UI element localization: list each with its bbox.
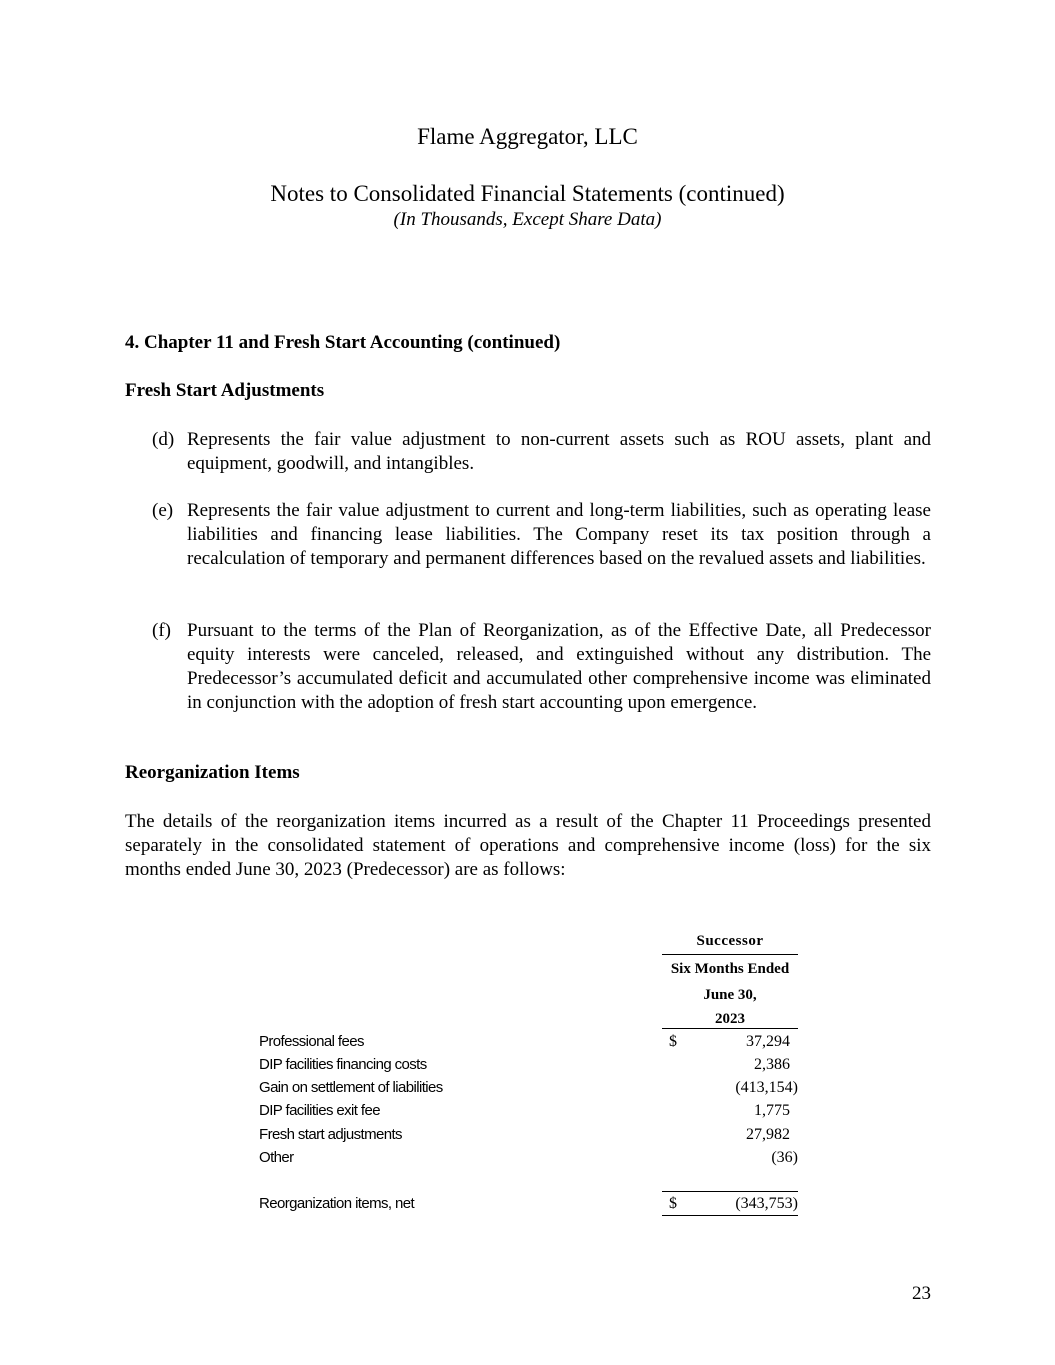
row-amount: 2,386 (754, 1056, 790, 1073)
table-row (259, 1033, 798, 1055)
row-amount: (36) (771, 1149, 798, 1166)
currency-symbol: $ (669, 1033, 677, 1050)
total-amount: (343,753) (735, 1195, 798, 1212)
table-row (259, 1056, 798, 1078)
table-header-group: Successor (696, 933, 764, 949)
table-row (259, 1126, 798, 1148)
note-letter: (f) (152, 620, 171, 641)
row-label: Fresh start adjustments (259, 1126, 402, 1143)
note-f (152, 619, 931, 715)
table-rule (662, 1191, 798, 1192)
fresh-start-heading: Fresh Start Adjustments (125, 380, 325, 401)
table-rule (662, 954, 798, 955)
reorganization-heading: Reorganization Items (125, 762, 300, 783)
row-label: DIP facilities financing costs (259, 1056, 427, 1073)
row-label: DIP facilities exit fee (259, 1102, 380, 1119)
row-amount: 37,294 (746, 1033, 790, 1050)
table-header-date: June 30, (703, 987, 757, 1003)
table-header-period: Six Months Ended (670, 961, 790, 977)
table-total-row (259, 1195, 798, 1217)
table-row (259, 1149, 798, 1171)
row-amount: 1,775 (754, 1102, 790, 1119)
note-letter: (d) (152, 429, 175, 450)
row-label: Other (259, 1149, 294, 1166)
company-name: Flame Aggregator, LLC (417, 124, 638, 149)
row-label: Gain on settlement of liabilities (259, 1079, 443, 1096)
row-label: Professional fees (259, 1033, 364, 1050)
row-amount: 27,982 (746, 1126, 790, 1143)
note-letter: (e) (152, 500, 174, 521)
document-subtitle: (In Thousands, Except Share Data) (393, 209, 662, 230)
table-row (259, 1102, 798, 1124)
table-rule (662, 1215, 798, 1216)
note-d (152, 428, 931, 476)
section-heading: 4. Chapter 11 and Fresh Start Accounting (continued) (125, 332, 561, 353)
currency-symbol: $ (669, 1195, 677, 1212)
row-amount: (413,154) (735, 1079, 798, 1096)
table-row (259, 1079, 798, 1101)
reorganization-paragraph: The details of the reorganization items incurred as a result of the Chapter 11 Proceedings presented separately in the consolidated statement of operations and comprehensive income (loss) for the six months ended June 30, 2023 (Predecessor) are as follows: (125, 811, 931, 880)
table-header-year: 2023 (715, 1011, 745, 1027)
document-title: Notes to Consolidated Financial Statements (continued) (270, 181, 785, 206)
note-text: Represents the fair value adjustment to non-current assets such as ROU assets, plant and equipment, goodwill, and intangibles. (187, 429, 931, 474)
note-text: Pursuant to the terms of the Plan of Reorganization, as of the Effective Date, all Predecessor equity interests were canceled, released, and extinguished without any distribution. The Predecessor’s accumulated deficit and accumulated other comprehensive income was eliminated in conjunction with the adoption of fresh start accounting upon emergence. (187, 620, 931, 713)
note-text: Represents the fair value adjustment to current and long-term liabilities, such as operating lease liabilities and financing lease liabilities. The Company reset its tax position through a recalculation of temporary and permanent differences based on the revalued assets and liabilities. (187, 500, 931, 569)
total-label: Reorganization items, net (259, 1195, 415, 1212)
note-e (152, 499, 931, 571)
table-rule (662, 1028, 798, 1029)
page-number: 23 (912, 1283, 931, 1304)
